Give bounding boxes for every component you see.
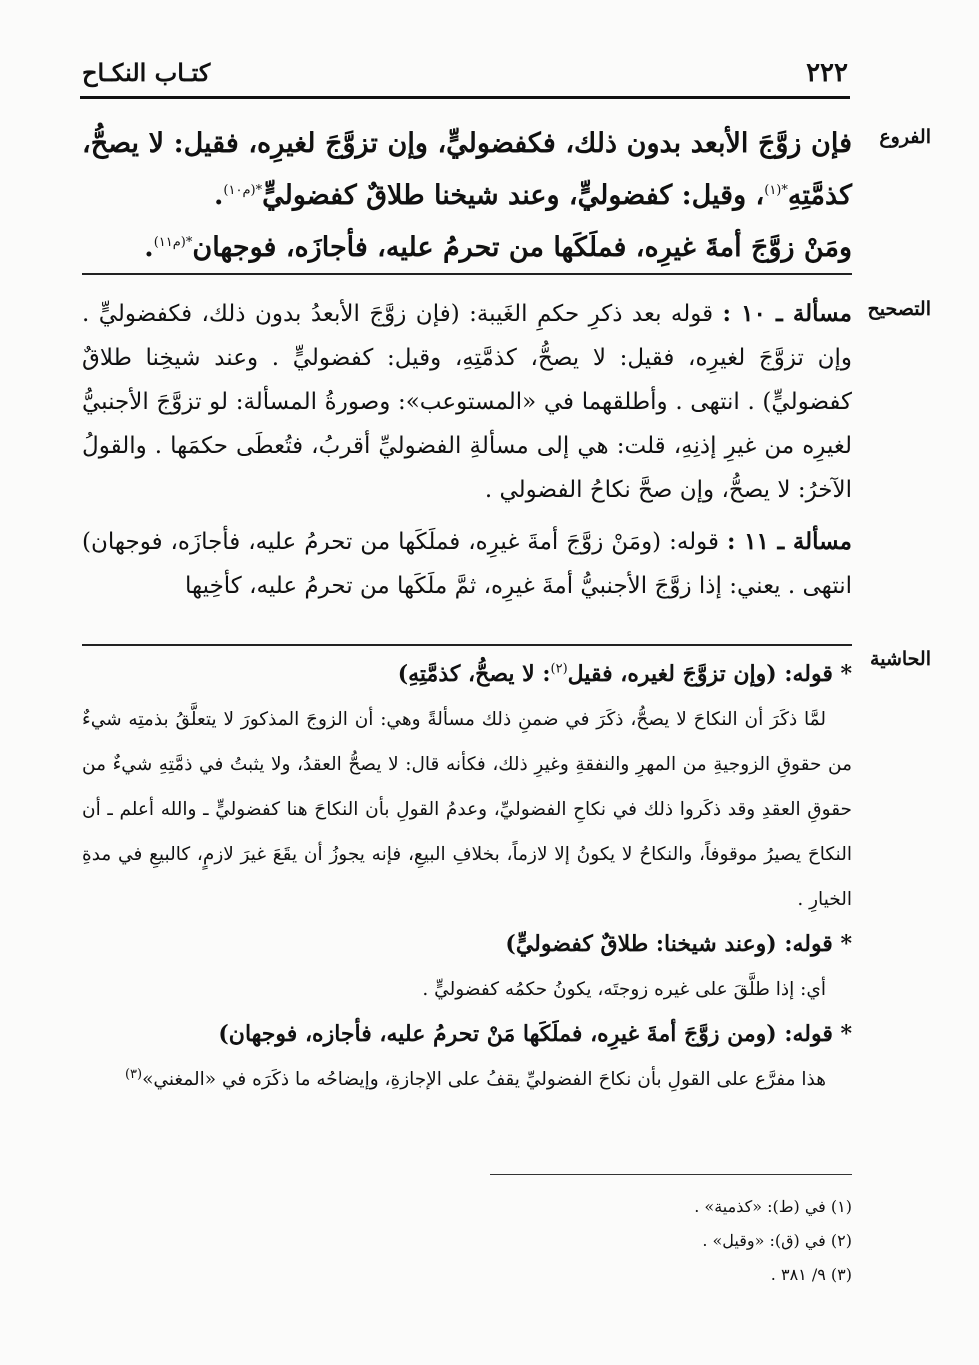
- hashiya-heading-1: * قوله: (وإن تزوَّجَ لغيره، فقيل$^{(٢)}$: لا يصحُّ، كذمَّتِهِ): [397, 661, 852, 687]
- page-number: ٢٢٢: [806, 58, 848, 88]
- masala-heading: مسألة ـ ١٠ :: [722, 300, 853, 327]
- footnote-ref: *(١): [764, 183, 788, 198]
- footnote-rule: [490, 1174, 852, 1175]
- tashih-section: [82, 292, 852, 608]
- hashiya-heading-2: * قوله: (وعند شيخنا: طلاقٌ كفضوليٍّ): [505, 931, 852, 957]
- furu-paragraph-1: فإن زوَّجَ الأبعد بدون ذلك، فكفضوليٍّ، وإن تزوَّجَ لغيرِه، فقيل: لا يصحُّ، كذمَّتِهِ$^{*(١)}$، وقيل: كفضوليٍّ، وعند شيخنا طلاقٌ كفضوليٍّ$^{*(م١٠)}$.: [82, 128, 852, 211]
- label-tashih: التصحيح: [867, 298, 931, 320]
- label-hashiya: الحاشية: [870, 648, 931, 670]
- hashiya-section: [82, 652, 852, 1102]
- footnotes: [400, 1190, 852, 1292]
- furu-section: [82, 118, 852, 274]
- section-rule: [82, 273, 852, 275]
- footnote-item: (٢) في (ق): «وقيل» .: [702, 1231, 852, 1250]
- label-furu: الفروع: [879, 126, 931, 148]
- hashiya-body-3: هذا مفرَّع على القولِ بأن نكاحَ الفضوليِّ يقفُ على الإجازةِ، وإيضاحُه ما ذكَرَه في «المغني»$^{(٣)}$: [124, 1066, 826, 1090]
- masala-ref: *(م١٠): [223, 183, 263, 198]
- hashiya-body-1: لمَّا ذكَرَ أن النكاحَ لا يصحُّ، ذكَرَ في ضمنِ ذلك مسألةً وهي: أن الزوجَ المذكورَ لا يتعلَّقُ بذمتِه شيءٌ من حقوقِ الزوجيةِ من المهرِ والنفقةِ وغيرِ ذلك، فكأنه قال: لا يصحُّ العقدُ، ولا يثبتُ في ذمَّتِهِ شيءٌ من حقوقِ العقدِ وقد ذكَروا ذلك في نكاحِ الفضوليِّ، وعدمُ القولِ بأن النكاحَ هنا كفضوليٍّ ـ والله أعلم ـ أن النكاحَ يصيرُ موقوفاً، والنكاحُ لا يكونُ إلا لازماً، بخلافِ البيعِ، فإنه يجوزُ أن يقَعَ غيرَ لازمٍ، كالبيعِ في مدةِ الخيارِ .: [82, 709, 852, 910]
- running-title: كتـاب النكـاح: [82, 58, 211, 87]
- footnote-item: (١) في (ط): «كذمية» .: [694, 1197, 852, 1216]
- masala-10: مسألة ـ ١٠ : قوله بعد ذكرِ حكمِ الغَيبة: (فإن زوَّجَ الأبعدُ بدون ذلك، فكفضوليٍّ . وإن تزوَّجَ لغيرِه، فقيل: لا يصحُّ، كذمَّتِهِ، وقيل: كفضوليٍّ . وعند شيخِنا طلاقٌ كفضوليٍّ) . انتهى . وأطلقهما في «المستوعب»: وصورةُ المسألة: لو تزوَّجَ الأجنبيُّ لغيرِه من غيرِ إذنِهِ، قلت: هي إلى مسألةِ الفضوليِّ أقربُ، فتُعطَى حكمَها . والقولُ الآخرُ: لا يصحُّ، وإن صحَّ نكاحُ الفضولي .: [82, 300, 853, 503]
- masala-11: مسألة ـ ١١ : قوله: (ومَنْ زوَّجَ أمةَ غيرِه، فملَكَها من تحرمُ عليه، فأجازَه، فوجهان) انتهى . يعني: إذا زوَّجَ الأجنبيُّ أمةَ غيرِه، ثمَّ ملَكَها من تحرمُ عليه، كأخِيها: [82, 528, 853, 599]
- header-rule: [80, 96, 850, 99]
- section-rule: [82, 644, 852, 646]
- furu-paragraph-2: ومَنْ زوَّجَ أمةَ غيرِه، فملَكَها من تحرمُ عليه، فأجازَه، فوجهان$^{*(م١١)}$.: [144, 232, 852, 263]
- footnote-item: (٣) ٩/ ٣٨١ .: [770, 1265, 852, 1284]
- hashiya-body-2: أي: إذا طلَّقَ على غيره زوجتَه، يكونُ حكمُه كفضوليٍّ .: [422, 979, 826, 1000]
- footnote-ref: (٣): [124, 1066, 143, 1082]
- page-header: [80, 56, 848, 100]
- masala-heading: مسألة ـ ١١ :: [726, 528, 853, 555]
- masala-ref: *(م١١): [153, 235, 193, 250]
- hashiya-heading-3: * قوله: (ومن زوَّجَ أمةَ غيرِه، فملَكَها مَنْ تحرمُ عليه، فأجازه، فوجهان): [218, 1021, 852, 1047]
- footnote-ref: (٢): [550, 661, 568, 677]
